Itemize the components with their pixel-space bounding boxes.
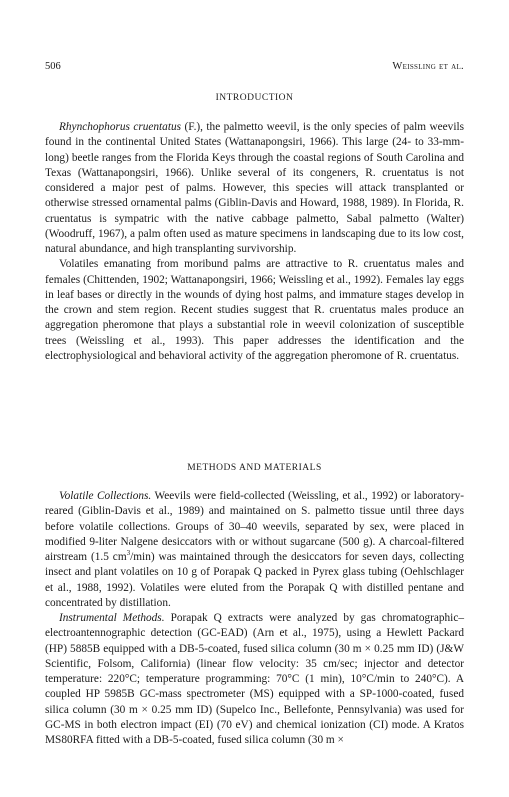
species-name: Rhynchophorus cruentatus: [59, 121, 182, 133]
methods-paragraph-1-text: Weevils were field-collected (Weissling, et al., 1992) or laboratory-reared (Giblin-Davis et al., 1989) and maintained on S. palmetto tissue until three days before volatile collections. Groups of 30–40 weevils, separated by sex, were placed in modified 9-liter Nalgene desiccators with or without sugarcane (500 g). A charcoal-filtered airstream (1.5 cm: [45, 490, 464, 563]
subsection-title-instrumental-methods: Instrumental Methods.: [59, 612, 165, 624]
methods-body: [45, 489, 464, 748]
introduction-body: [45, 120, 464, 364]
intro-paragraph-2: Volatiles emanating from moribund palms are attractive to R. cruentatus males and females (Chittenden, 1902; Wattanapongsiri, 1966; Weissling et al., 1992). Females lay eggs in leaf bases or directly in the wounds of dying host palms, and immature stages develop in the crown and stem region. Recent studies suggest that R. cruentatus males produce an aggregation pheromone that plays a substantial role in weevil colonization of susceptible trees (Weissling et al., 1993). This paper addresses the identification and the electrophysiological and behavioral activity of the aggregation pheromone of R. cruentatus.: [45, 258, 464, 362]
superscript: 3: [126, 549, 131, 558]
methods-heading: METHODS AND MATERIALS: [187, 463, 322, 473]
methods-paragraph-2-text: Porapak Q extracts were analyzed by gas chromatographic–electroantennographic detection (GC-EAD) (Arn et al., 1975), using a Hewlett Packard (HP) 5885B equipped with a DB-5-coated, fused silica column (30 m × 0.25 mm ID) (J&W Scientific, Folsom, California) (linear flow velocity: 35 cm/sec; injector and detector temperature: 220°C; temperature programming: 70°C (1 min), 10°C/min to 240°C). A coupled HP 5985B GC-mass spectrometer (MS) equipped with a SP-1000-coated, fused silica column (30 m × 0.25 mm ID) (Supelco Inc., Bellefonte, Pennsylvania) was used for GC-MS in both electron impact (EI) (70 eV) and chemical ionization (CI) mode. A Kratos MS80RFA fitted with a DB-5-coated, fused silica column (30 m ×: [45, 612, 464, 746]
intro-paragraph-1-text: (F.), the palmetto weevil, is the only species of palm weevils found in the continental United States (Wattanapongsiri, 1966). This large (24- to 33-mm-long) beetle ranges from the Florida Keys through the coastal regions of South Carolina and Texas (Wattanapongsiri, 1966). Unlike several of its congeners, R. cruentatus is not considered a major pest of palms. However, this species will attack transplanted or otherwise stressed ornamental palms (Giblin-Davis and Howard, 1988, 1989). In Florida, R. cruentatus is sympatric with the native cabbage palmetto, Sabal palmetto (Walter) (Woodruff, 1967), a palm often used as mature specimens in landscaping due to its low cost, natural abundance, and high transplanting survivorship.: [45, 121, 464, 255]
methods-paragraph-instrumental-methods: [45, 611, 464, 748]
subsection-title-volatile-collections: Volatile Collections.: [59, 490, 152, 502]
methods-paragraph-1-text-cont: /min) was maintained through the desiccators for seven days, collecting insect and plant volatiles on 10 g of Porapak Q packed in Pyrex glass tubing (Oehlschlager et al., 1988, 1992). Volatiles were eluted from the Porapak Q with distilled pentane and concentrated by distillation.: [45, 551, 464, 609]
introduction-heading: INTRODUCTION: [215, 93, 294, 103]
page-number: 506: [45, 61, 61, 72]
intro-paragraph-1: [45, 120, 464, 257]
running-head: [45, 61, 464, 72]
running-title: Weissling et al.: [392, 61, 464, 72]
methods-paragraph-volatile-collections: [45, 489, 464, 611]
